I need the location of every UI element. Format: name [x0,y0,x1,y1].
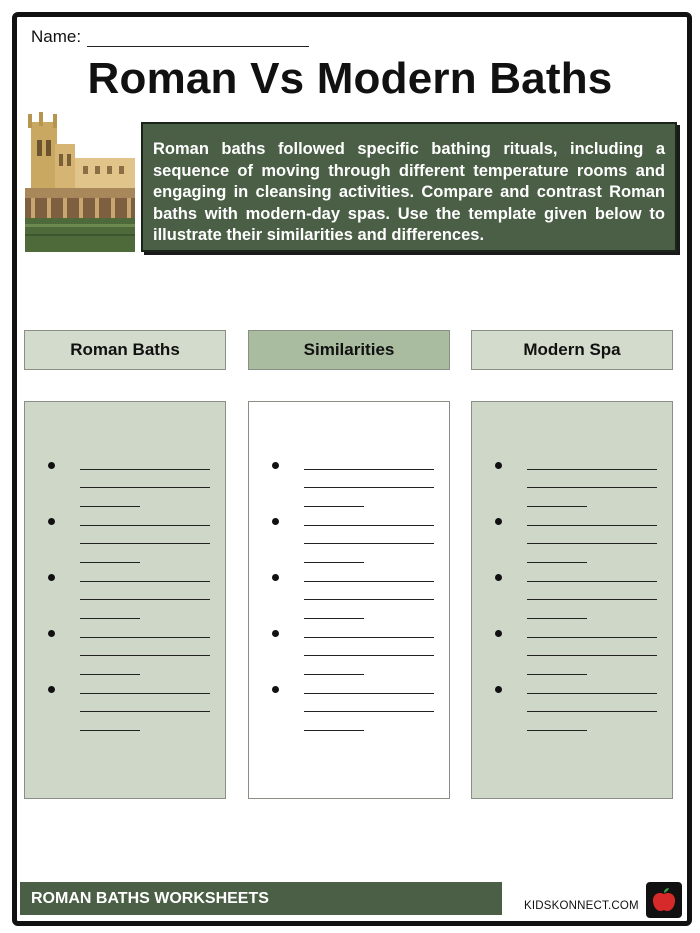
bullet-item[interactable] [249,517,449,573]
answer-line[interactable] [80,487,210,488]
bullet-dot-icon [48,630,55,637]
answer-line[interactable] [80,543,210,544]
apple-logo-icon [646,882,682,918]
answer-line[interactable] [304,525,434,526]
bullet-item[interactable] [25,461,225,517]
answer-line[interactable] [304,655,434,656]
bullet-dot-icon [272,630,279,637]
answer-line[interactable] [304,693,434,694]
answer-line[interactable] [304,562,364,563]
bullet-item[interactable] [472,685,672,741]
bullet-dot-icon [48,686,55,693]
intro-text: Roman baths followed specific bathing rituals, including a sequence of moving through different temperature rooms and engaging in cleansing activities. Compare and contrast Roman baths with modern-day spas. Use the template given below to illustrate their similarities and differences. [153,140,665,244]
column-box-2 [248,401,450,799]
bullet-item[interactable] [249,461,449,517]
bullet-item[interactable] [25,685,225,741]
answer-line[interactable] [304,581,434,582]
bullet-item[interactable] [25,629,225,685]
bullet-dot-icon [48,574,55,581]
answer-line[interactable] [304,543,434,544]
answer-line[interactable] [80,581,210,582]
bullet-dot-icon [495,574,502,581]
answer-line[interactable] [527,525,657,526]
column-box-3 [471,401,673,799]
bullet-dot-icon [495,630,502,637]
answer-line[interactable] [304,711,434,712]
answer-line[interactable] [304,637,434,638]
bullet-dot-icon [48,518,55,525]
answer-line[interactable] [80,525,210,526]
answer-line[interactable] [527,543,657,544]
answer-line[interactable] [80,730,140,731]
answer-line[interactable] [527,487,657,488]
answer-line[interactable] [527,562,587,563]
bullet-item[interactable] [249,573,449,629]
answer-line[interactable] [80,618,140,619]
bullet-dot-icon [495,686,502,693]
footer-bar [20,882,502,915]
answer-line[interactable] [527,674,587,675]
column-header-3: Modern Spa [471,330,673,370]
bullet-dot-icon [272,518,279,525]
answer-line[interactable] [304,674,364,675]
footer-site: KIDSKONNECT.COM [524,900,639,912]
column-box-1 [24,401,226,799]
answer-line[interactable] [527,506,587,507]
bullet-dot-icon [272,462,279,469]
bullet-item[interactable] [472,517,672,573]
answer-line[interactable] [304,487,434,488]
answer-line[interactable] [304,599,434,600]
answer-line[interactable] [80,637,210,638]
bullet-item[interactable] [472,629,672,685]
answer-line[interactable] [527,711,657,712]
answer-line[interactable] [80,469,210,470]
answer-line[interactable] [80,674,140,675]
bullet-dot-icon [495,518,502,525]
intro-box [141,122,677,252]
bullet-item[interactable] [25,517,225,573]
answer-line[interactable] [80,506,140,507]
name-field-row [31,27,309,47]
bullet-item[interactable] [472,461,672,517]
answer-line[interactable] [527,599,657,600]
column-header-2: Similarities [248,330,450,370]
answer-line[interactable] [527,637,657,638]
bullet-item[interactable] [249,685,449,741]
answer-line[interactable] [527,655,657,656]
answer-line[interactable] [527,693,657,694]
answer-line[interactable] [304,618,364,619]
name-label: Name: [31,27,82,46]
answer-line[interactable] [304,730,364,731]
answer-line[interactable] [80,562,140,563]
answer-line[interactable] [80,693,210,694]
answer-line[interactable] [527,730,587,731]
answer-line[interactable] [304,506,364,507]
footer-label: ROMAN BATHS WORKSHEETS [31,889,269,907]
bullet-dot-icon [272,574,279,581]
answer-line[interactable] [80,711,210,712]
name-blank-line[interactable] [87,30,309,47]
roman-baths-photo [25,110,135,252]
bullet-item[interactable] [249,629,449,685]
bullet-dot-icon [495,462,502,469]
bullet-item[interactable] [25,573,225,629]
bullet-dot-icon [48,462,55,469]
page-title: Roman Vs Modern Baths [87,54,613,103]
answer-line[interactable] [527,618,587,619]
answer-line[interactable] [80,599,210,600]
column-header-1: Roman Baths [24,330,226,370]
answer-line[interactable] [80,655,210,656]
answer-line[interactable] [304,469,434,470]
bullet-item[interactable] [472,573,672,629]
answer-line[interactable] [527,469,657,470]
bullet-dot-icon [272,686,279,693]
answer-line[interactable] [527,581,657,582]
